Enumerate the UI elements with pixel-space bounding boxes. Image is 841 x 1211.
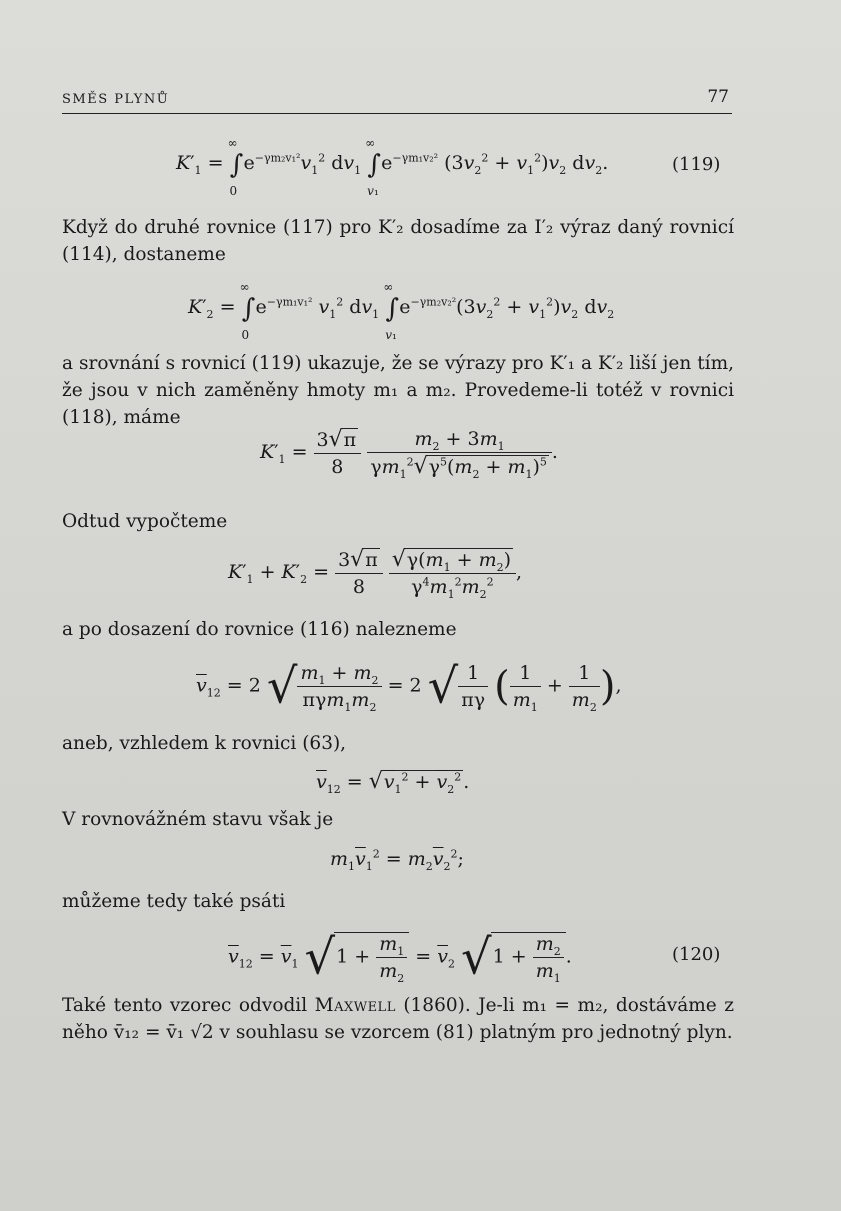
equation-number-119: (119) <box>672 154 721 175</box>
equation-equilibrium: $m_1\overline{v}_1^2 = m_2\overline{v}_2^2$; <box>330 847 464 873</box>
equation-k1-prime: $K'_1$ = $\frac{3√\pi}{8}$ $\frac{m_2 + 3m_1}{\gamma m_1^2√\gamma^5(m_2 + m_1)^5}$ . <box>260 427 558 481</box>
page-number: 77 <box>707 87 729 107</box>
header-rule <box>62 113 732 114</box>
author-maxwell: Maxwell <box>314 995 396 1016</box>
equation-v12: $\overline{v}_{12} = 2$ √ $\frac{m_1 + m_2}{\pi\gamma m_1m_2}$ = 2 √ $\frac{1}{\pi\gamma}$ ( $\frac{1}{m_1}$ + $\frac{1}{m_2}$ ), <box>196 658 622 715</box>
paragraph-5: aneb, vzhledem k rovnici (63), <box>62 733 347 754</box>
paragraph-2: a srovnání s rovnicí (119) ukazuje, že se výrazy pro K′₁ a K′₂ liší jen tím, že jsou v nich zaměněny hmoty m₁ a m₂. Provedeme-li totéž v rovnici (118), máme <box>62 353 734 428</box>
paragraph-4: a po dosazení do rovnice (116) nalezneme <box>62 619 457 640</box>
paragraph-6: V rovnovážném stavu však je <box>62 809 334 830</box>
paragraph-8-start: Také tento vzorec odvodil <box>62 995 308 1016</box>
equation-v12-sqrt: $\overline{v}_{12} = √v_1^2 + \overline{v}_2^2$ . <box>316 769 470 796</box>
paragraph-8 <box>62 992 734 1046</box>
equation-number-120: (120) <box>672 944 721 965</box>
equation-119: $K'_1$ = ∫ ∞ 0 $e^{-\gamma m_2v_1^2}v_1^2$ $dv_1$ ∫ ∞ v₁ $e^{-\gamma m_1v_2^2}$ $(3v_2^2 + v_1^2)v_2$ $dv_2$. <box>176 136 609 198</box>
equation-k-sum: $K'_1 + K'_2$ = $\frac{3√\pi}{8}$ $\frac{√\gamma(m_1 + m_2)}{\gamma^4m_1^2m_2^2}$ , <box>228 547 523 601</box>
equation-k2-prime: $K'_2$ = ∫ ∞ 0 $e^{-\gamma m_1v_1^2}$ $v_1^2$ $dv_1$ ∫ ∞ v₁ $e^{-\gamma m_2v_2^2}(3v_2^2 + v_1^2)v_2$ $dv_2$ <box>188 280 615 342</box>
paragraph-3: Odtud vypočteme <box>62 511 228 532</box>
running-header <box>62 88 729 110</box>
paragraph-1: Když do druhé rovnice (117) pro K′₂ dosadíme za I′₂ výraz daný rovnicí (114), dostaneme <box>62 217 734 265</box>
equation-120: $\overline{v}_{12} = \overline{v}_1$ √1 + $\frac{m_1}{m_2}$ = $\overline{v}_2$ √1 + $\frac{m_2}{m_1}$ . <box>228 929 572 986</box>
paragraph-8-end: (1860). Je-li m₁ = m₂, dostáváme z něho v̄₁₂ = v̄₁ √2 v souhlasu se vzorcem (81) platným pro jednotný plyn. <box>62 995 734 1043</box>
section-title: SMĚS PLYNŮ <box>62 92 170 107</box>
paragraph-7: můžeme tedy také psáti <box>62 891 286 912</box>
